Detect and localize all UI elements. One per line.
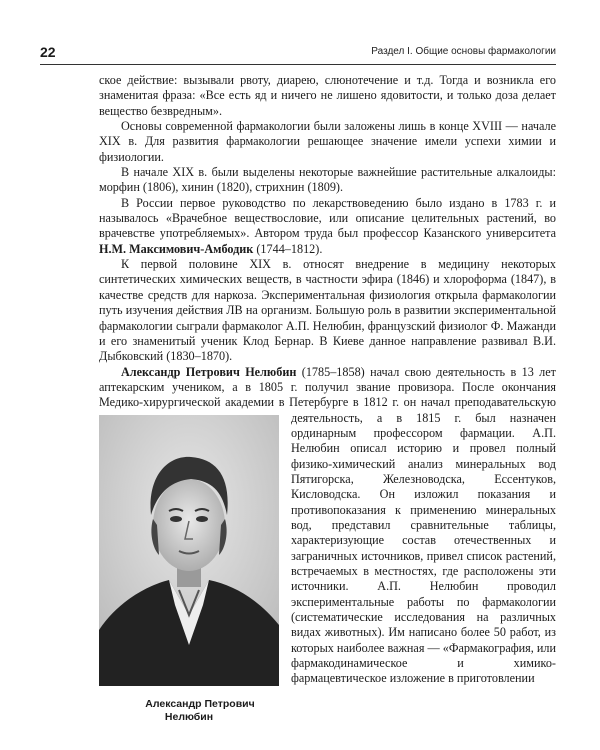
running-head: Раздел I. Общие основы фармакологии: [371, 46, 556, 57]
paragraph-2: Основы современной фармакологии были заложены лишь в конце XVIII — начале XIX в. Для развития фармакологии решающее значение имели успехи химии и физиологии.: [99, 119, 556, 164]
paragraph-6-text: (1785–1858) начал свою деятельность в 13 лет аптекарским учеником, а в 1805 г. получил звание провизора. После окончания Медико-хирургической академии в Петербурге в 1812 г. он начал преподавательскую: [99, 364, 556, 410]
page-header: [40, 44, 556, 65]
paragraph-4: [99, 196, 556, 257]
portrait-image: [99, 415, 279, 686]
paragraph-1: ское действие: вызывали рвоту, диарею, слюнотечение и т.д. Тогда и возникла его знаменитая фраза: «Все есть яд и ничего не лишено ядовитости, и только доза делает вещество безвредным».: [99, 73, 556, 118]
author-name-maksimovich: Н.М. Максимович-Амбодик: [99, 241, 254, 256]
body-text: [99, 73, 556, 724]
paragraph-6-continued: деятельность, а в 1815 г. был назначен ординарным профессором фармации. А.П. Нелюбин описал историю и провел полный физико-химический анализ минеральных вод Пятигорска, Железноводска, Ессентуков, Кисловодска. Он изложил показания и противопоказания к применению минеральных вод, представил сравнительные таблицы, характеризующие состав отечественных и заграничных источников, привел список растений, встречаемых в местностях, где расположены эти источники. А.П. Нелюбин проводил экспериментальные работы по фармакологии (систематические исследования на различных видах животных). Им написано более 50 работ, из которых наиболее важная — «Фармакография, или фармакодинамическое и химико-фармацевтическое изложение в приготовлении: [291, 410, 556, 686]
paragraph-4-text: В России первое руководство по лекарствоведению было издано в 1783 г. и называлось «Врачебное веществословие, или описание целительных растений, во врачевстве употребляемых». Автором труда был профессор Казанского университета: [99, 195, 556, 241]
person-name-nelyubin: Александр Петрович Нелюбин: [121, 364, 297, 379]
figure-caption: Александр Петрович Нелюбин: [145, 697, 255, 723]
paragraph-6: [99, 364, 556, 723]
paragraph-5: К первой половине XIX в. относят внедрение в медицину некоторых синтетических химических веществ, в частности эфира (1846) и хлороформа (1847), в качестве средств для наркоза. Экспериментальная физиология открыла фармакологии путь изучения действия ЛВ на организм. Большую роль в развитии экспериментальной фармакологии сыграли фармаколог А.П. Нелюбин, французский физиолог Ф. Мажанди и его знаменитый ученик Клод Бернар. В Киеве данное направление развивал В.И. Дыбковский (1830–1870).: [99, 257, 556, 364]
page-number: 22: [40, 44, 56, 60]
paragraph-4-tail: (1744–1812).: [253, 241, 323, 256]
paragraph-3: В начале XIX в. были выделены некоторые важнейшие растительные алкалоиды: морфин (1806), хинин (1820), стрихнин (1809).: [99, 165, 556, 195]
portrait-figure: [99, 415, 279, 724]
